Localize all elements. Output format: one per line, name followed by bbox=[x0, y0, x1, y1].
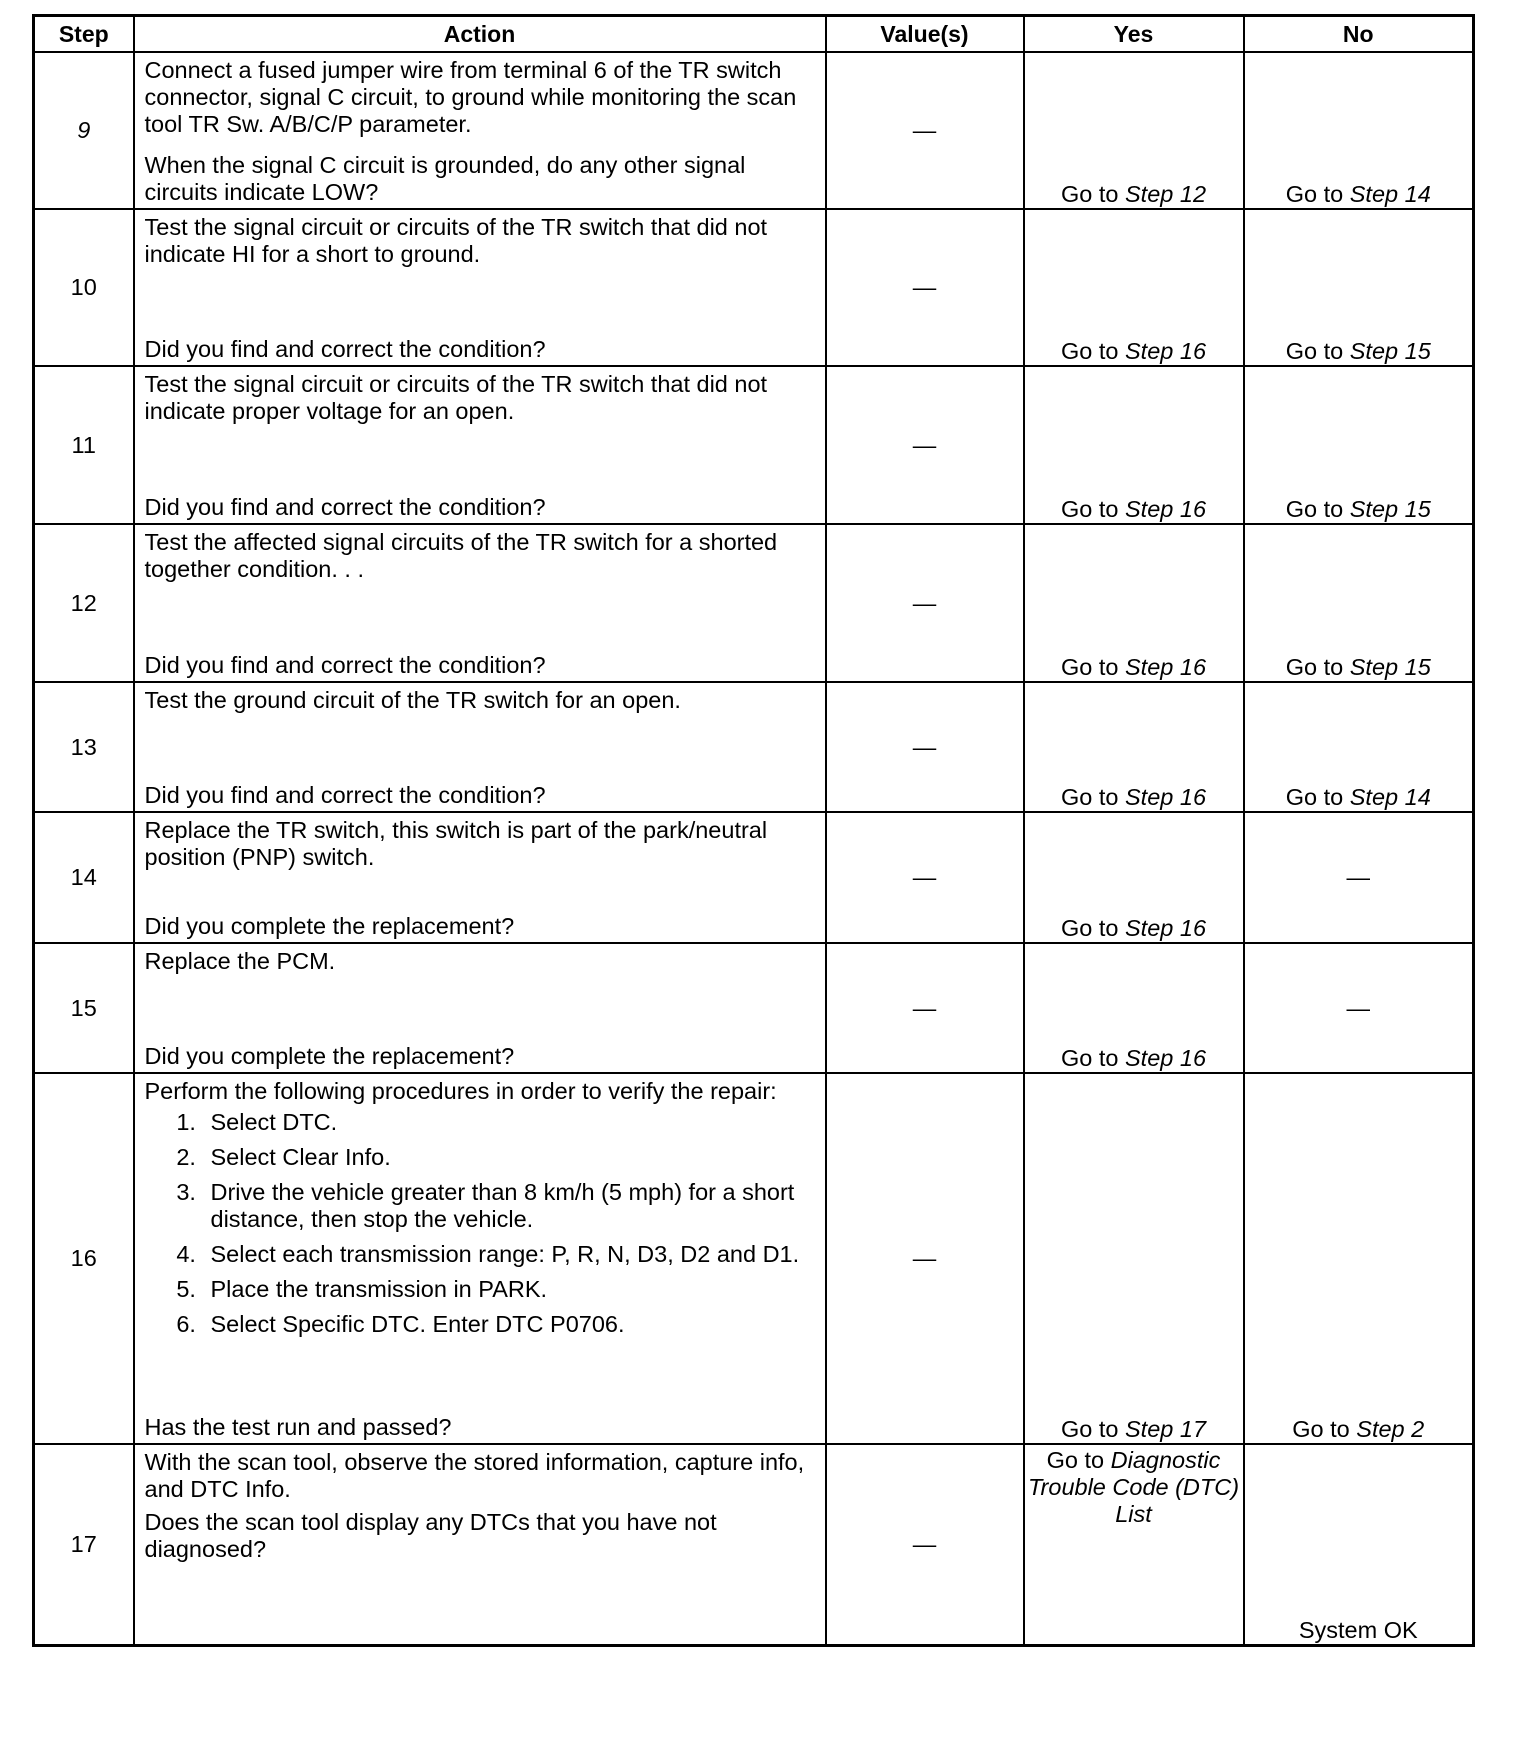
action-cell bbox=[134, 1444, 826, 1646]
goto-label: Go to bbox=[1285, 181, 1344, 207]
yes-cell bbox=[1024, 943, 1244, 1073]
no-cell bbox=[1244, 682, 1474, 812]
no-cell: System OK bbox=[1244, 1444, 1474, 1646]
action-question: Did you find and correct the condition? bbox=[144, 782, 546, 808]
procedure-list bbox=[145, 1109, 817, 1338]
yes-cell bbox=[1024, 1073, 1244, 1444]
action-text: Test the affected signal circuits of the TR switch for a shorted together condition. . . bbox=[144, 529, 778, 582]
procedure-item: 6. Select Specific DTC. Enter DTC P0706. bbox=[203, 1311, 817, 1338]
yes-step-ref: Step 16 bbox=[1125, 915, 1207, 941]
diagnostic-table bbox=[32, 14, 1475, 1647]
procedure-item: 4. Select each transmission range: P, R, N, D3, D2 and D1. bbox=[203, 1241, 817, 1268]
yes-step-ref: Step 16 bbox=[1125, 1045, 1207, 1071]
action-question: Did you find and correct the condition? bbox=[144, 652, 546, 678]
action-question: Did you find and correct the condition? bbox=[144, 336, 546, 362]
goto-label: Go to bbox=[1285, 654, 1344, 680]
goto-label: Go to bbox=[1292, 1416, 1350, 1442]
no-step-ref: Step 14 bbox=[1349, 784, 1431, 810]
value-cell: — bbox=[826, 209, 1024, 366]
no-cell: — bbox=[1244, 943, 1474, 1073]
header-step: Step bbox=[34, 16, 134, 53]
goto-label: Go to bbox=[1060, 496, 1119, 522]
yes-cell bbox=[1024, 682, 1244, 812]
table-row bbox=[34, 943, 1474, 1073]
action-question: Did you complete the replacement? bbox=[144, 1043, 515, 1069]
action-text: Replace the PCM. bbox=[144, 948, 336, 974]
action-text: Test the ground circuit of the TR switch for an open. bbox=[144, 687, 681, 713]
action-cell bbox=[134, 366, 826, 524]
action-question: Does the scan tool display any DTCs that you have not diagnosed? bbox=[144, 1509, 717, 1562]
header-action: Action bbox=[134, 16, 826, 53]
yes-step-ref: Step 17 bbox=[1125, 1416, 1207, 1442]
no-step-ref: Step 15 bbox=[1349, 654, 1431, 680]
action-text: Test the signal circuit or circuits of the TR switch that did not indicate proper voltage for an open. bbox=[144, 371, 768, 424]
action-text: With the scan tool, observe the stored information, capture info, and DTC Info. bbox=[144, 1449, 805, 1502]
no-step-ref: Step 15 bbox=[1349, 338, 1431, 364]
diagnostic-table-sheet bbox=[32, 14, 1472, 1647]
header-yes: Yes bbox=[1024, 16, 1244, 53]
no-cell bbox=[1244, 209, 1474, 366]
goto-label: Go to bbox=[1285, 496, 1344, 522]
procedure-item: 5. Place the transmission in PARK. bbox=[203, 1276, 817, 1303]
value-cell: — bbox=[826, 943, 1024, 1073]
header-no: No bbox=[1244, 16, 1474, 53]
action-question: When the signal C circuit is grounded, do any other signal circuits indicate LOW? bbox=[144, 152, 746, 205]
yes-cell bbox=[1024, 366, 1244, 524]
goto-label: Go to bbox=[1285, 338, 1344, 364]
no-cell bbox=[1244, 1073, 1474, 1444]
goto-label: Go to bbox=[1060, 915, 1119, 941]
step-number: 15 bbox=[34, 943, 134, 1073]
table-row bbox=[34, 366, 1474, 524]
goto-label: Go to bbox=[1285, 784, 1344, 810]
yes-cell bbox=[1024, 812, 1244, 943]
table-row bbox=[34, 524, 1474, 682]
action-text: Replace the TR switch, this switch is part of the park/neutral position (PNP) switch. bbox=[144, 817, 768, 870]
step-number: 9 bbox=[34, 52, 134, 209]
value-cell: — bbox=[826, 812, 1024, 943]
no-step-ref: Step 2 bbox=[1356, 1416, 1425, 1442]
table-row bbox=[34, 682, 1474, 812]
table-row bbox=[34, 209, 1474, 366]
table-row bbox=[34, 1444, 1474, 1646]
procedure-item: 2. Select Clear Info. bbox=[203, 1144, 817, 1171]
action-cell bbox=[134, 812, 826, 943]
yes-step-ref: Step 12 bbox=[1125, 181, 1207, 207]
yes-cell bbox=[1024, 209, 1244, 366]
header-values: Value(s) bbox=[826, 16, 1024, 53]
value-cell: — bbox=[826, 366, 1024, 524]
no-cell: — bbox=[1244, 812, 1474, 943]
step-number: 11 bbox=[34, 366, 134, 524]
procedure-item: 3. Drive the vehicle greater than 8 km/h (5 mph) for a short distance, then stop the vehicle. bbox=[203, 1179, 817, 1233]
action-cell bbox=[134, 682, 826, 812]
action-cell bbox=[134, 209, 826, 366]
yes-cell bbox=[1024, 52, 1244, 209]
step-number: 10 bbox=[34, 209, 134, 366]
yes-cell bbox=[1024, 1444, 1244, 1646]
table-row bbox=[34, 1073, 1474, 1444]
value-cell: — bbox=[826, 1444, 1024, 1646]
goto-label: Go to bbox=[1060, 338, 1119, 364]
goto-label: Go to bbox=[1046, 1447, 1105, 1473]
goto-label: Go to bbox=[1060, 654, 1119, 680]
yes-step-ref: Diagnostic Trouble Code (DTC) List bbox=[1027, 1447, 1240, 1527]
goto-label: Go to bbox=[1060, 1045, 1119, 1071]
procedure-item: 1. Select DTC. bbox=[203, 1109, 817, 1136]
value-cell: — bbox=[826, 1073, 1024, 1444]
yes-cell bbox=[1024, 524, 1244, 682]
action-text: Connect a fused jumper wire from terminal 6 of the TR switch connector, signal C circuit, to ground while monitoring the scan tool TR Sw. A/B/C/P parameter. bbox=[144, 57, 797, 137]
table-row bbox=[34, 812, 1474, 943]
action-question: Did you complete the replacement? bbox=[144, 913, 515, 939]
no-cell bbox=[1244, 524, 1474, 682]
goto-label: Go to bbox=[1060, 1416, 1119, 1442]
header-row bbox=[34, 16, 1474, 53]
yes-step-ref: Step 16 bbox=[1125, 496, 1207, 522]
yes-step-ref: Step 16 bbox=[1125, 654, 1207, 680]
action-cell bbox=[134, 1073, 826, 1444]
action-cell bbox=[134, 524, 826, 682]
action-question: Did you find and correct the condition? bbox=[144, 494, 546, 520]
step-number: 13 bbox=[34, 682, 134, 812]
step-number: 12 bbox=[34, 524, 134, 682]
value-cell: — bbox=[826, 682, 1024, 812]
no-cell bbox=[1244, 52, 1474, 209]
value-cell: — bbox=[826, 52, 1024, 209]
goto-label: Go to bbox=[1060, 181, 1119, 207]
action-cell bbox=[134, 943, 826, 1073]
action-question: Has the test run and passed? bbox=[144, 1414, 452, 1440]
yes-step-ref: Step 16 bbox=[1125, 338, 1207, 364]
goto-label: Go to bbox=[1060, 784, 1119, 810]
value-cell: — bbox=[826, 524, 1024, 682]
yes-step-ref: Step 16 bbox=[1125, 784, 1207, 810]
action-text: Test the signal circuit or circuits of the TR switch that did not indicate HI for a short to ground. bbox=[144, 214, 768, 267]
action-text: Perform the following procedures in order to verify the repair: bbox=[144, 1078, 777, 1104]
step-number: 14 bbox=[34, 812, 134, 943]
step-number: 17 bbox=[34, 1444, 134, 1646]
step-number: 16 bbox=[34, 1073, 134, 1444]
action-cell bbox=[134, 52, 826, 209]
table-row bbox=[34, 52, 1474, 209]
no-cell bbox=[1244, 366, 1474, 524]
no-step-ref: Step 15 bbox=[1349, 496, 1431, 522]
no-step-ref: Step 14 bbox=[1349, 181, 1431, 207]
